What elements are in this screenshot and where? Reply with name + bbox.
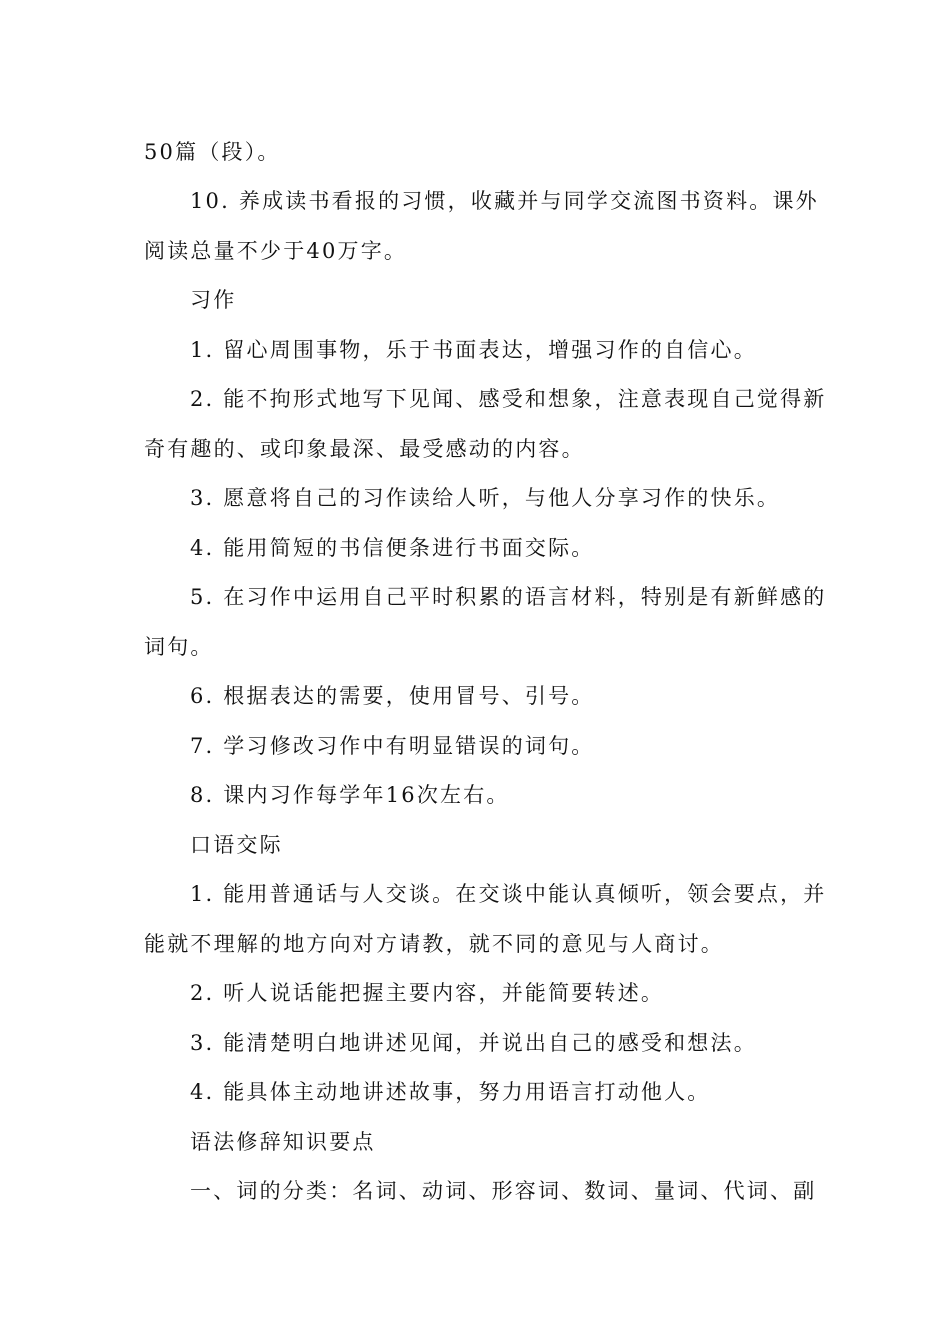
text-line: 2. 能不拘形式地写下见闻、感受和想象，注意表现自己觉得新 — [190, 387, 827, 411]
text-line: 7. 学习修改习作中有明显错误的词句。 — [190, 734, 595, 758]
text-line: 1. 能用普通话与人交谈。在交谈中能认真倾听，领会要点，并 — [190, 882, 827, 906]
text-line: 阅读总量不少于40万字。 — [144, 239, 408, 263]
section-heading-oral: 口语交际 — [190, 833, 283, 857]
text-line: 50篇（段）。 — [144, 140, 281, 164]
text-line: 奇有趣的、或印象最深、最受感动的内容。 — [144, 437, 585, 461]
text-line: 10. 养成读书看报的习惯，收藏并与同学交流图书资料。课外 — [190, 189, 819, 213]
text-line: 4. 能具体主动地讲述故事，努力用语言打动他人。 — [190, 1080, 711, 1104]
text-line: 能就不理解的地方向对方请教，就不同的意见与人商讨。 — [144, 932, 724, 956]
text-line: 5. 在习作中运用自己平时积累的语言材料，特别是有新鲜感的 — [190, 585, 827, 609]
text-line: 6. 根据表达的需要，使用冒号、引号。 — [190, 684, 595, 708]
text-line: 2. 听人说话能把握主要内容，并能简要转述。 — [190, 981, 665, 1005]
text-line: 一、词的分类：名词、动词、形容词、数词、量词、代词、副 — [190, 1179, 817, 1203]
text-line: 3. 愿意将自己的习作读给人听，与他人分享习作的快乐。 — [190, 486, 781, 510]
section-heading-writing: 习作 — [190, 288, 237, 312]
section-heading-grammar: 语法修辞知识要点 — [190, 1130, 376, 1154]
text-line: 3. 能清楚明白地讲述见闻，并说出自己的感受和想法。 — [190, 1031, 757, 1055]
text-line: 4. 能用简短的书信便条进行书面交际。 — [190, 536, 595, 560]
text-line: 8. 课内习作每学年16次左右。 — [190, 783, 510, 807]
text-line: 词句。 — [144, 635, 214, 659]
text-line: 1. 留心周围事物，乐于书面表达，增强习作的自信心。 — [190, 338, 757, 362]
